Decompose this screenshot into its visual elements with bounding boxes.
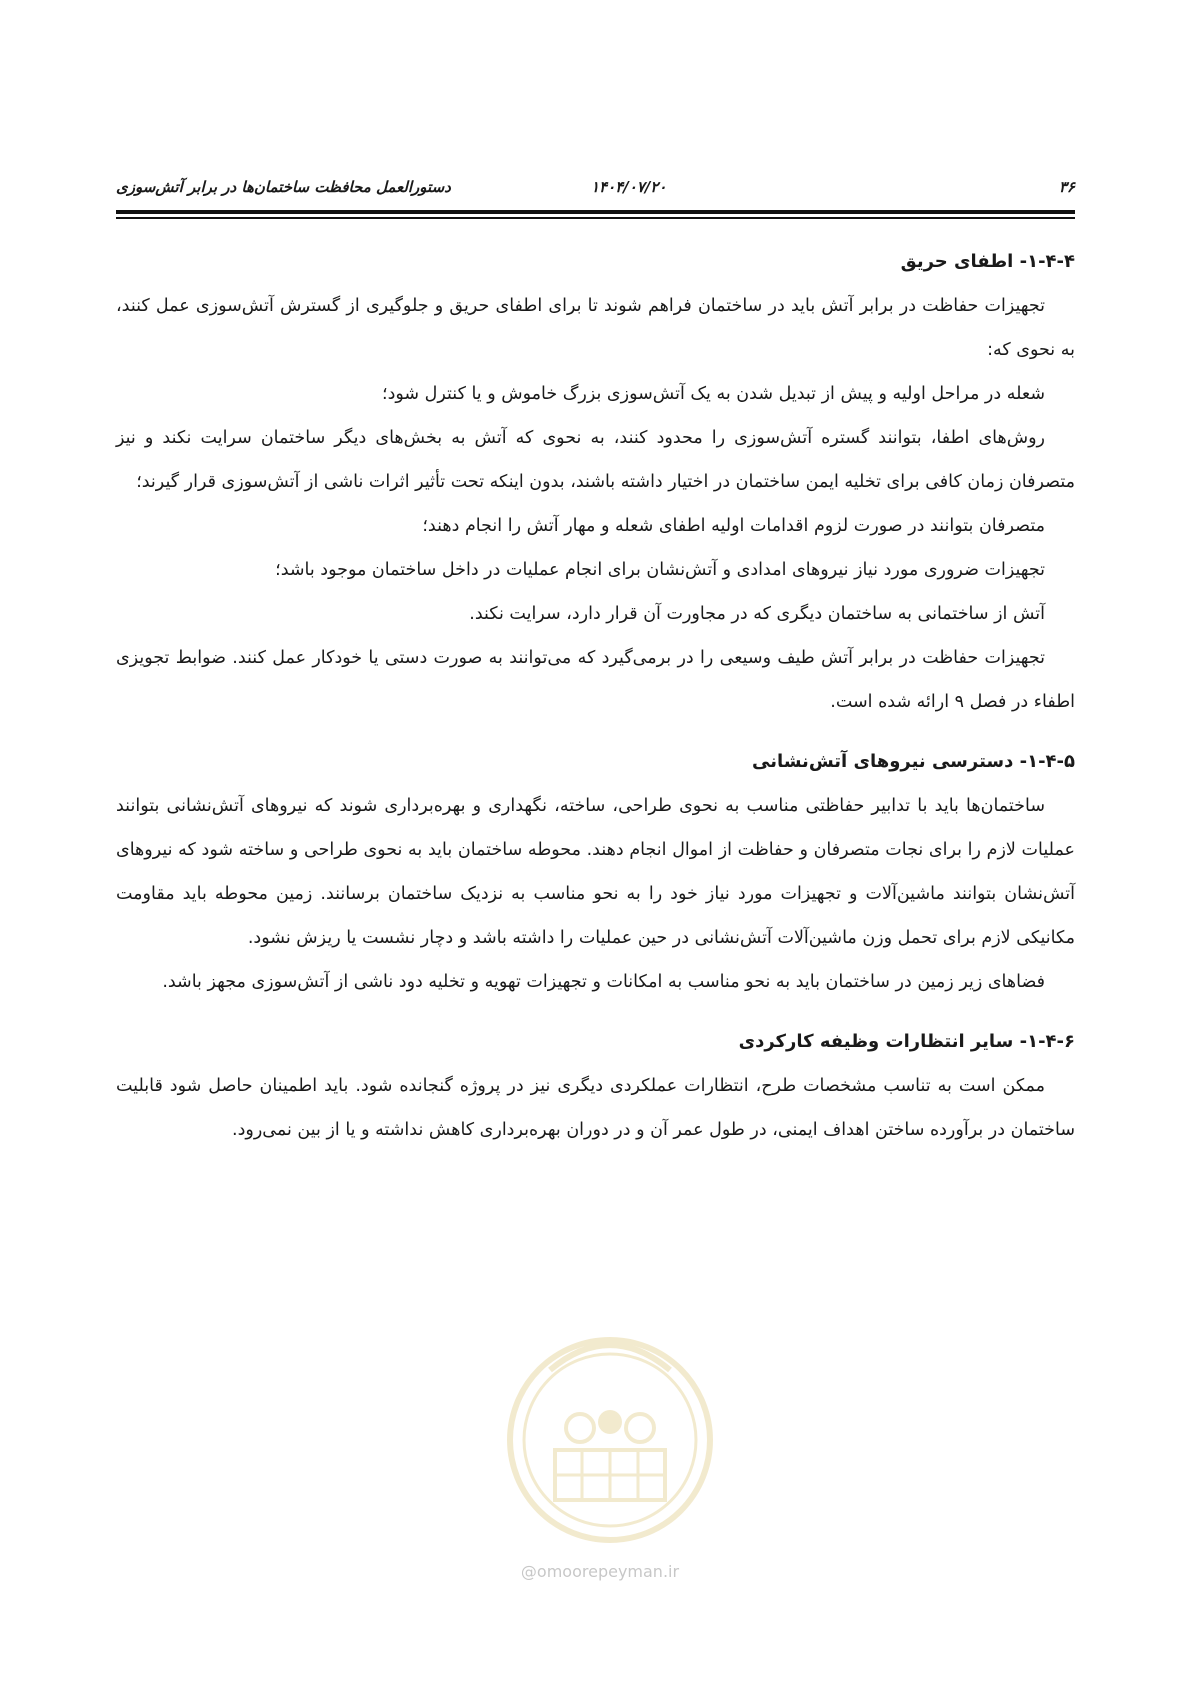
section-heading-fire-extinguishing: ۱-۴-۴- اطفای حریق: [900, 251, 1075, 272]
page-number: ۳۶: [1058, 178, 1075, 196]
page-header: [116, 178, 1075, 204]
list-item: تجهیزات ضروری مورد نیاز نیروهای امدادی و آتش‌نشان برای انجام عملیات در داخل ساختمان موجود باشد؛: [275, 560, 1045, 580]
header-date: ۱۴۰۴/۰۷/۲۰: [591, 178, 667, 196]
section-spacer: [116, 724, 1075, 740]
paragraph: تجهیزات حفاظت در برابر آتش باید در ساختمان فراهم شوند تا برای اطفای حریق و جلوگیری از گسترش آتش‌سوزی عمل کنند، به نحوی که:: [116, 296, 1075, 360]
watermark-text: @omoorepeyman.ir: [520, 1562, 680, 1581]
section-spacer: [116, 1004, 1075, 1020]
paragraph: ممکن است به تناسب مشخصات طرح، انتظارات عملکردی دیگری نیز در پروژه گنجانده شود. باید اطمینان حاصل شود قابلیت ساختمان در برآورده ساختن اهداف ایمنی، در طول عمر آن و در دوران بهره‌برداری کاهش نداشته و یا از بین نمی‌رود.: [116, 1076, 1075, 1140]
header-rule-thin: [116, 217, 1075, 219]
paragraph: روش‌های اطفا، بتوانند گستره آتش‌سوزی را محدود کنند، به نحوی که آتش به بخش‌های دیگر ساختمان سرایت نکند و نیز متصرفان زمان کافی برای تخلیه ایمن ساختمان در اختیار داشته باشند، بدون اینکه تحت تأثیر اثرات ناشی از آتش‌سوزی قرار گیرند؛: [116, 428, 1075, 492]
paragraph: تجهیزات حفاظت در برابر آتش طیف وسیعی را در برمی‌گیرد که می‌توانند به صورت دستی یا خودکار عمل کنند. ضوابط تجویزی اطفاء در فصل ۹ ارائه شده است.: [116, 648, 1075, 712]
header-rule-thick: [116, 210, 1075, 214]
watermark-logo: [480, 1300, 740, 1560]
paragraph: فضاهای زیر زمین در ساختمان باید به نحو مناسب به امکانات و تجهیزات تهویه و تخلیه دود ناشی از آتش‌سوزی مجهز باشد.: [162, 972, 1045, 992]
document-body: [116, 240, 1075, 1152]
section-heading-other-expectations: ۱-۴-۶- سایر انتظارات وظیفه کارکردی: [738, 1031, 1075, 1052]
section-heading-firefighter-access: ۱-۴-۵- دسترسی نیروهای آتش‌نشانی: [752, 751, 1075, 772]
header-title: دستورالعمل محافظت ساختمان‌ها در برابر آتش‌سوزی: [116, 178, 451, 196]
paragraph: ساختمان‌ها باید با تدابیر حفاظتی مناسب به نحوی طراحی، ساخته، نگهداری و بهره‌برداری شوند که نیروهای آتش‌نشانی بتوانند عملیات لازم را برای نجات متصرفان و حفاظت از اموال انجام دهند. محوطه ساختمان باید به نحوی طراحی و ساخته شود که نیروهای آتش‌نشان بتوانند ماشین‌آلات و تجهیزات مورد نیاز خود را به نحو مناسب به نزدیک ساختمان برسانند. زمین محوطه باید مقاومت مکانیکی لازم برای تحمل وزن ماشین‌آلات آتش‌نشانی در حین عملیات را داشته باشد و دچار نشست یا ریزش نشود.: [116, 796, 1075, 948]
list-item: آتش از ساختمانی به ساختمان دیگری که در مجاورت آن قرار دارد، سرایت نکند.: [469, 604, 1045, 624]
list-item: متصرفان بتوانند در صورت لزوم اقدامات اولیه اطفای شعله و مهار آتش را انجام دهند؛: [422, 516, 1045, 536]
list-item: شعله در مراحل اولیه و پیش از تبدیل شدن به یک آتش‌سوزی بزرگ خاموش و یا کنترل شود؛: [382, 384, 1045, 404]
